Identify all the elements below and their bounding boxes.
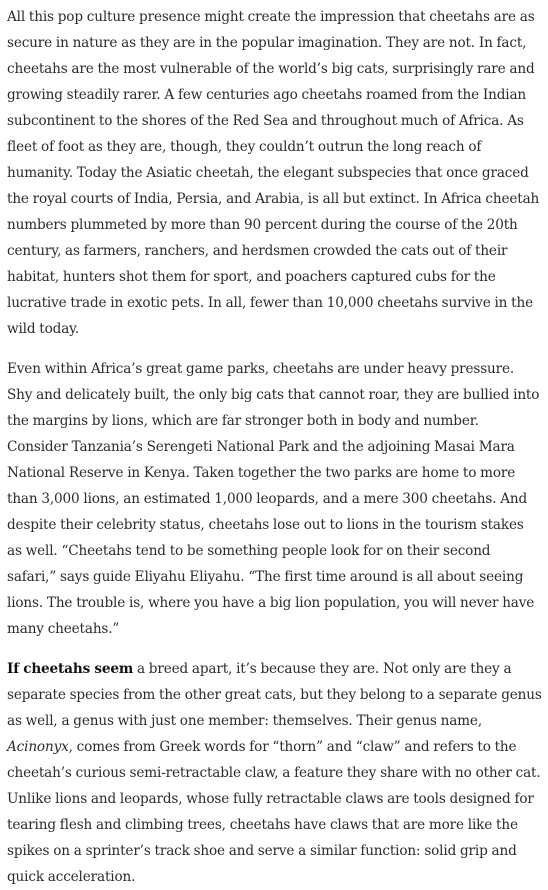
genus-name: Acinonyx (7, 739, 69, 755)
paragraph-3 (7, 656, 542, 890)
paragraph-2: Even within Africa’s great game parks, cheetahs are under heavy pressure. Shy and delicately built, the only big cats that cannot roar, they are bullied into the margins by lions, which are far stronger both in body and number. Consider Tanzania’s Serengeti National Park and the adjoining Masai Mara National Reserve in Kenya. Taken together the two parks are home to more than 3,000 lions, an estimated 1,000 leopards, and a mere 300 cheetahs. And despite their celebrity status, cheetahs lose out to lions in the tourism stakes as well. “Cheetahs tend to be something people look for on their second safari,” says guide Eliyahu Eliyahu. “The first time around is all about seeing lions. The trouble is, where you have a big lion population, you will never have many cheetahs.” (7, 361, 540, 637)
paragraph-3-text-before-genus: a breed apart, it’s because they are. Not only are they a separate species from the other great cats, but they belong to a separate genus as well, a genus with just one member: themselves. Their genus name, (7, 661, 542, 729)
paragraph-3-lead-in: If cheetahs seem (7, 661, 134, 677)
paragraph-1: All this pop culture presence might create the impression that cheetahs are as secure in nature as they are in the popular imagination. They are not. In fact, cheetahs are the most vulnerable of the world’s big cats, surprisingly rare and growing steadily rarer. A few centuries ago cheetahs roamed from the Indian subcontinent to the shores of the Red Sea and throughout much of Africa. As fleet of foot as they are, though, they couldn’t outrun the long reach of humanity. Today the Asiatic cheetah, the elegant subspecies that once graced the royal courts of India, Persia, and Arabia, is all but extinct. In Africa cheetah numbers plummeted by more than 90 percent during the course of the 20th century, as farmers, ranchers, and herdsmen crowded the cats out of their habitat, hunters shot them for sport, and poachers captured cubs for the lucrative trade in exotic pets. In all, fewer than 10,000 cheetahs survive in the wild today. (7, 9, 540, 337)
paragraph-3-text-after-genus: , comes from Greek words for “thorn” and “claw” and refers to the cheetah’s curious semi-retractable claw, a feature they share with no other cat. Unlike lions and leopards, whose fully retractable claws are tools designed for tearing flesh and climbing trees, cheetahs have claws that are more like the spikes on a sprinter’s track shoe and serve a similar function: solid grip and quick acceleration. (7, 739, 541, 885)
